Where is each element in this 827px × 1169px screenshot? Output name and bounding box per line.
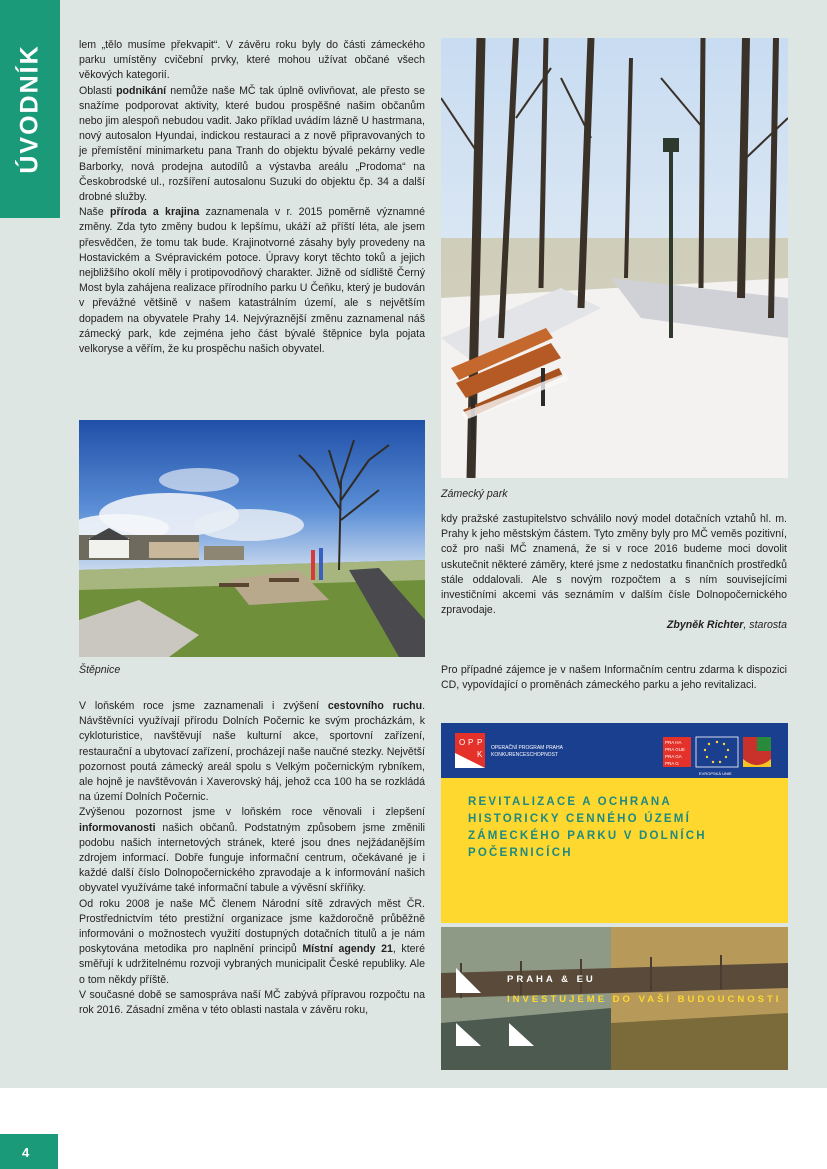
oppk-letter: K (477, 750, 483, 759)
paragraph: lem „tělo musíme překvapit“. V závěru roku byly do části zámeckého parku umístěny cvičební prvky, které mohou užívat občané všech věkových kategorií. (79, 39, 425, 82)
paragraph: kdy pražské zastupitelstvo schválilo nový model dotačních vztahů hl. m. Prahy k jeho městským částem. Tyto změny byly pro MČ veměs pozitivní, což pro naši MČ znamená, že si v roce 2016 budeme moci dovolit uskutečnit některé záměry, které jsme z nedostatku finančních prostředků stále oddalovali. Ale s novým rozpočtem a s ním souvisejícími investičními akcemi vás seznámím v dalším čísle Dolnopočernického zpravodaje. (441, 513, 787, 617)
poster-slogan1: PRAHA & EU (507, 974, 596, 985)
paragraph: V loňském roce jsme zaznamenali i zvýšení cestovního ruchu. Návštěvníci využívají přírodu Dolních Počernic ke svým procházkám, k cykloturistice, navštěvují naše kulturní akce, sportovní zařízení, restaurační a ubytovací zařízení, procházejí naše naučné stezky. Největší pozornost poutá zámecký areál spolu s Velkým počernickým rybníkem, ale hojně je navštěvován i Xaverovský háj, jehož cca 100 ha se rozkládá na území Dolních Počernic. (79, 700, 426, 804)
praha-line: PRA GA (665, 754, 682, 759)
poster-title-line: ZÁMECKÉHO PARKU V DOLNÍCH (468, 830, 707, 842)
editorial-text-col1-bottom (79, 699, 425, 1018)
photo-stepnice (79, 420, 425, 657)
page-number: 4 (22, 1145, 30, 1160)
eu-label: EVROPSKÁ UNIE (699, 771, 732, 776)
paragraph: Oblasti podnikání nemůže naše MČ tak úplně ovlivňovat, ale přesto se snažíme podporovat aktivity, které budou prospěšné našim občanům nebo jim alespoň nebudou vadit. Jako příklad uvádím lázně U hastrmana, nový autosalon Hyundai, indickou restauraci a z nově připravovaných to je přemístění minimarketu pana Tranh do objektu bývalé pekárny vedle Barborky, nová prodejna autodílů a výstavba areálu „Prodoma“ na Českobrodské ul., rozšíření autosalonu Suzuki do objektu čp. 34 a další drobné služby. (79, 84, 425, 204)
section-tab (0, 0, 60, 218)
page-footer-band (0, 1088, 827, 1169)
paragraph: V současné době se samospráva naší MČ zabývá přípravou rozpočtu na rok 2016. Zásadní změna v této oblasti nastala v závěru roku, (79, 988, 425, 1017)
photo-zamecky-park (441, 38, 788, 478)
poster-slogan2: INVESTUJEME DO VAŠÍ BUDOUCNOSTI (507, 994, 782, 1005)
author-signature: Zbyněk Richter, starosta (666, 619, 787, 632)
praha-line: PRA GUE (665, 747, 686, 752)
program-line1: OPERAČNÍ PROGRAM PRAHA (491, 745, 563, 751)
cd-note (441, 663, 787, 693)
editorial-text-col1-top (79, 38, 425, 357)
editorial-text-col2 (441, 512, 787, 634)
poster-title-line: HISTORICKY CENNÉHO ÚZEMÍ (468, 813, 691, 825)
oppk-letter: O (459, 738, 466, 747)
praha-line: PRA HA (665, 740, 682, 745)
paragraph: Pro případné zájemce je v našem Informačním centru zdarma k dispozici CD, vypovídající o proměnách zámeckého parku a jeho revitalizaci. (441, 664, 787, 692)
paragraph: Zvýšenou pozornost jsme v loňském roce věnovali i zlepšení informovanosti našich občanů. Podstatným způsobem jsme změnili podobu našich internetových stránek, které jsou dnes nejžádanějším zdrojem informací. Dobře funguje informační centrum, očekávané je i každé další číslo Dolnopočernického zpravodaje a k informování našich obyvatel využíváme také informační tabule a vývěsní skříňky. (79, 806, 425, 895)
program-line2: KONKURENCESCHOPNOST (491, 752, 558, 758)
oppk-letter: P (477, 738, 483, 747)
poster-title-line: POČERNICÍCH (468, 847, 573, 859)
paragraph: Od roku 2008 je naše MČ členem Národní sítě zdravých měst ČR. Prostřednictvím této prestižní organizace jsme každoročně průběžně informováni o možnostech využití dostupných dotačních titulů a je nám poskytována metodika pro naplnění principů Místní agendy 21, které směřují k udržitelnému rozvoji vybraných municipalit České republiky. Ale o tom někdy příště. (79, 897, 425, 986)
caption-stepnice: Štěpnice (79, 664, 121, 676)
oppk-letter: P (468, 738, 474, 747)
project-poster (441, 723, 788, 1070)
praha-line: PRA G (665, 761, 679, 766)
poster-title-line: REVITALIZACE A OCHRANA (468, 796, 672, 808)
section-tab-label: ÚVODNÍK (15, 44, 44, 174)
paragraph: Naše příroda a krajina zaznamenala v r. 2015 poměrně významné změny. Zda tyto změny budou k lepšímu, ukáží až příští léta, ale jsem přesvědčen, že tomu tak bude. Krajinotvorné zásahy byly provedeny na Hostavickém a Svépravickém potoce. Úpravy koryt těchto toků a jejich nejbližšího okolí měly i protipovodňový charakter. Jižně od sídliště Černý Most byla zahájena realizace přírodního parku U Čeňku, který je budován v převážné většině v našem katastrálním území, ale s největším dopadem na obyvatele Prahy 14. Nejvýraznější změnu zaznamenal náš zámecký park, kde zejména jeho část bývalé štěpnice byla pojata velkoryse a věřím, že ku prospěchu našich obyvatel. (79, 206, 425, 356)
caption-zamecky-park: Zámecký park (441, 488, 508, 500)
